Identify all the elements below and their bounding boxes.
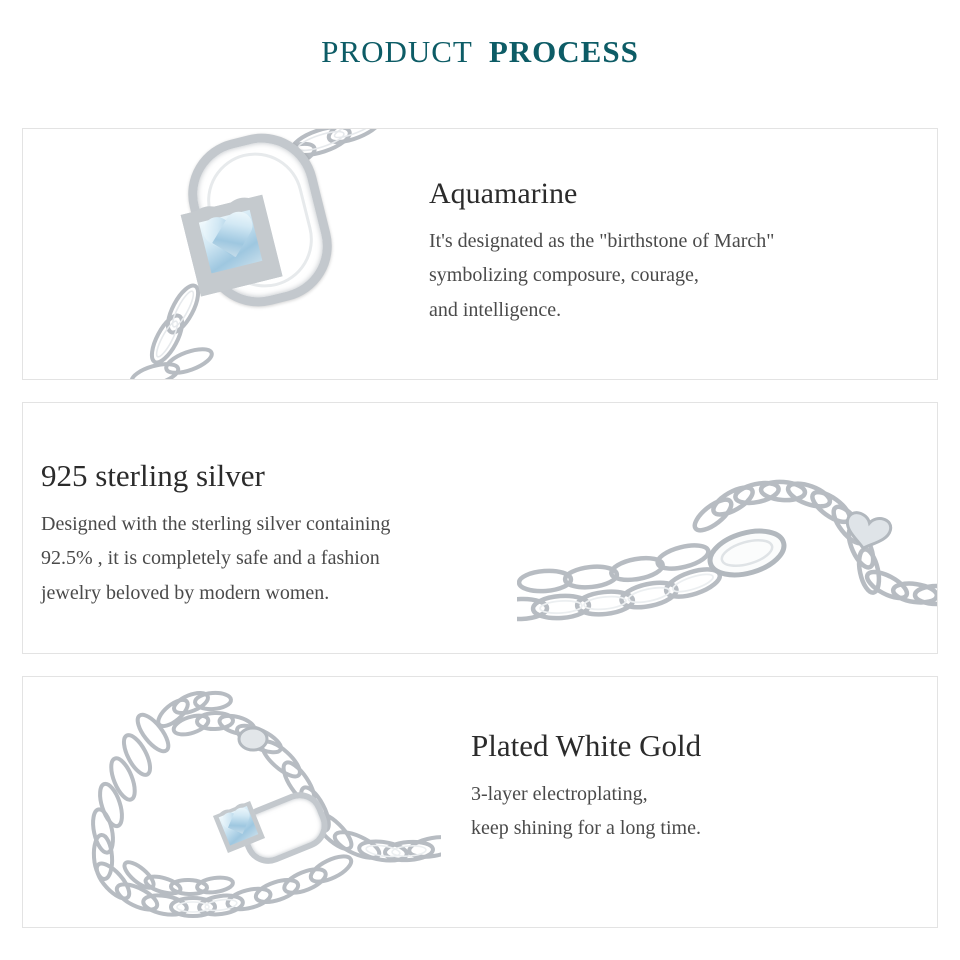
aquamarine-body-line-1: It's designated as the "birthstone of March" bbox=[429, 230, 775, 252]
heart-gemstone bbox=[181, 190, 306, 310]
round-tag bbox=[239, 728, 267, 750]
sterling-silver-body-line-3: jewelry beloved by modern women. bbox=[41, 581, 330, 604]
sterling-silver-body-line-1: Designed with the sterling silver containing bbox=[41, 513, 391, 536]
sterling-silver-heading: 925 sterling silver bbox=[41, 458, 265, 493]
title-word-product: PRODUCT bbox=[321, 34, 473, 69]
page-title bbox=[0, 0, 960, 70]
aquamarine-body bbox=[429, 224, 929, 327]
full-bracelet-image bbox=[41, 677, 441, 928]
plated-white-gold-body bbox=[471, 777, 931, 846]
sterling-silver-text-block bbox=[41, 459, 581, 610]
sterling-silver-body-line-2: 92.5% , it is completely safe and a fashion bbox=[41, 547, 380, 570]
heart-tag bbox=[842, 511, 893, 554]
title-word-process: PROCESS bbox=[488, 34, 639, 69]
aquamarine-heart-clasp-image bbox=[63, 128, 423, 380]
section-panel-plated-white-gold bbox=[22, 676, 938, 928]
section-panel-aquamarine bbox=[22, 128, 938, 380]
mini-clasp-shape bbox=[233, 785, 334, 871]
chain-illustration-1 bbox=[63, 128, 423, 380]
clasp-shape bbox=[176, 128, 343, 318]
bracelet-illustration-3 bbox=[41, 677, 441, 928]
aquamarine-body-line-2: symbolizing composure, courage, bbox=[429, 264, 699, 287]
sterling-silver-body bbox=[41, 507, 581, 610]
mini-heart-gemstone bbox=[213, 801, 265, 853]
title-line bbox=[321, 34, 639, 70]
section-panel-sterling-silver bbox=[22, 402, 938, 654]
aquamarine-text-block bbox=[429, 177, 929, 327]
aquamarine-body-line-3: and intelligence. bbox=[429, 298, 562, 321]
plated-white-gold-body-line-2: keep shining for a long time. bbox=[471, 817, 701, 840]
aquamarine-heading: Aquamarine bbox=[429, 177, 578, 210]
lobster-clasp bbox=[705, 523, 789, 582]
plated-white-gold-heading: Plated White Gold bbox=[471, 728, 702, 763]
plated-white-gold-body-line-1: 3-layer electroplating, bbox=[471, 783, 648, 806]
plated-white-gold-text-block bbox=[471, 729, 931, 846]
